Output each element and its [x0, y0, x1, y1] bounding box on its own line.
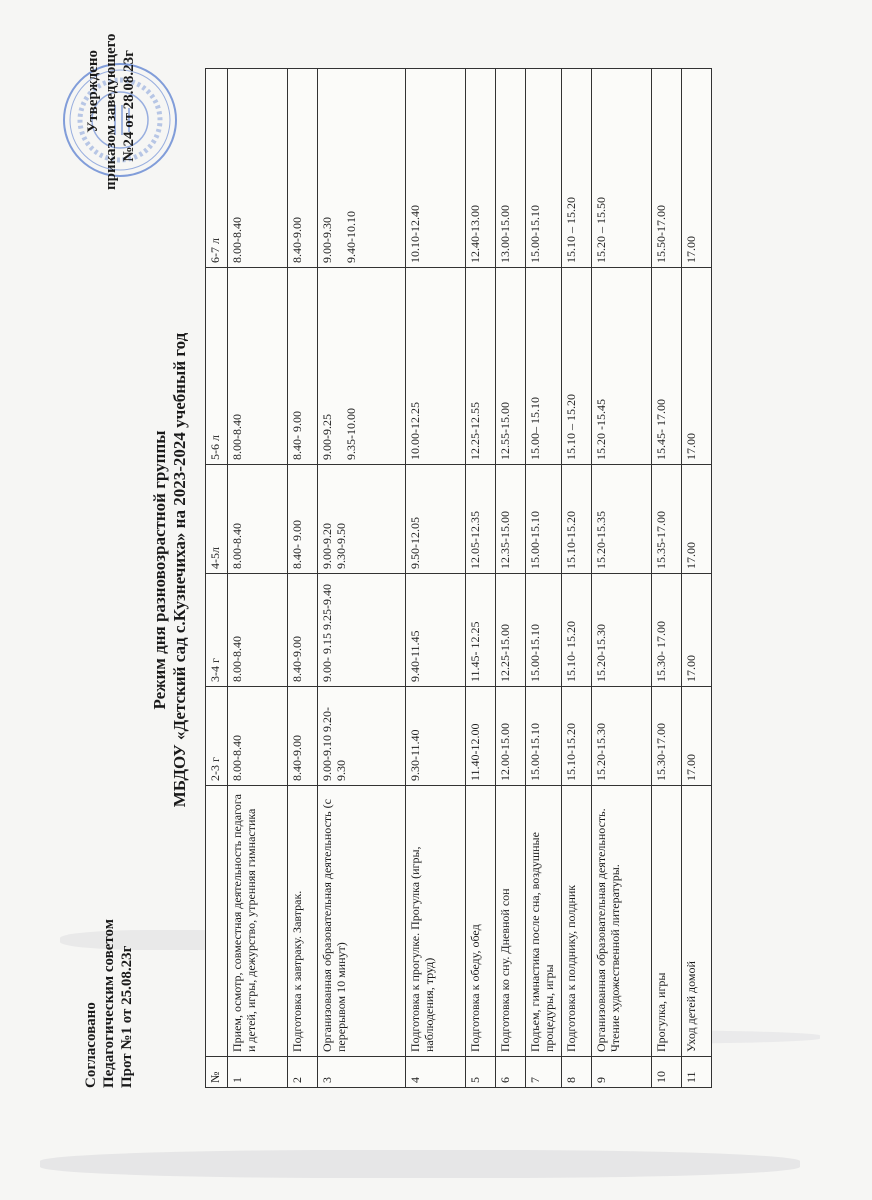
approval-right-line1: Утверждено	[85, 50, 101, 133]
time-value: 12.35-15.00	[498, 511, 512, 569]
time-value: 17.00	[684, 542, 698, 569]
time-value: 8.40-9.00	[290, 636, 304, 682]
row-activity: Подготовка к полднику, полдник	[562, 786, 592, 1057]
time-cell	[592, 69, 652, 268]
time-value: 15.30-17.00	[654, 723, 668, 781]
row-number: 11	[682, 1057, 712, 1088]
time-value: 12.25-15.00	[498, 624, 512, 682]
time-cell	[526, 574, 562, 687]
time-cell	[318, 687, 406, 786]
time-cell	[562, 69, 592, 268]
time-cell	[466, 268, 496, 465]
time-cell	[228, 69, 288, 268]
time-value: 13.00-15.00	[498, 205, 512, 263]
time-value: 9.00- 9.15 9.25-9.40	[320, 584, 334, 682]
row-activity: Прием, осмотр, совместная деятельность педагога и детей, игры, дежурство, утренняя гимнастика	[228, 786, 288, 1057]
time-cell	[228, 687, 288, 786]
time-cell	[496, 465, 526, 574]
time-cell	[592, 465, 652, 574]
approval-right	[84, 33, 138, 190]
time-cell	[228, 574, 288, 687]
time-cell	[406, 574, 466, 687]
time-cell	[288, 574, 318, 687]
time-value: 9.00-9.25	[320, 414, 334, 460]
table-header-cell	[206, 786, 228, 1057]
approval-left-line3: Прот №1 от 25.08.23г	[119, 945, 135, 1088]
approval-left-line1: Согласовано	[83, 1002, 99, 1088]
time-cell	[682, 687, 712, 786]
row-activity: Подготовка к завтраку. Завтрак.	[288, 786, 318, 1057]
title-line2: МБДОУ «Детский сад с.Кузнечиха» на 2023-2024 учебный год	[170, 332, 189, 808]
row-activity: Подготовка к прогулке. Прогулка (игры, наблюдения, труд)	[406, 786, 466, 1057]
time-cell	[562, 268, 592, 465]
row-number: 8	[562, 1057, 592, 1088]
time-value: 8.40-9.00	[290, 735, 304, 781]
title-line1: Режим дня разновозрастной группы	[150, 430, 169, 710]
time-value: 8.00-8.40	[230, 217, 244, 263]
table-row	[228, 69, 288, 1088]
table-header-cell: №	[206, 1057, 228, 1088]
time-cell	[496, 69, 526, 268]
time-value: 15.00– 15.10	[528, 397, 542, 460]
time-cell	[652, 69, 682, 268]
time-value: 8.00-8.40	[230, 414, 244, 460]
time-cell	[682, 574, 712, 687]
time-cell	[562, 465, 592, 574]
time-cell	[466, 465, 496, 574]
time-value: 15.10 – 15.20	[564, 197, 578, 263]
time-value: 17.00	[684, 655, 698, 682]
approval-right-line2: приказом заведующего	[103, 33, 119, 190]
table-row	[496, 69, 526, 1088]
time-cell	[228, 465, 288, 574]
time-value: 9.00-9.20	[320, 523, 334, 569]
time-cell	[526, 465, 562, 574]
time-cell	[682, 69, 712, 268]
table-header-cell: 4-5л	[206, 465, 228, 574]
time-cell	[652, 268, 682, 465]
table-row	[288, 69, 318, 1088]
time-cell	[652, 465, 682, 574]
time-value: 15.10-15.20	[564, 723, 578, 781]
row-number: 1	[228, 1057, 288, 1088]
time-value: 15.20-15.30	[594, 624, 608, 682]
table-header-row	[206, 69, 228, 1088]
time-value: 11.45- 12.25	[468, 621, 482, 682]
time-value: 15.30- 17.00	[654, 621, 668, 682]
time-value: 9.00-9.10 9.20-9.30	[320, 707, 348, 781]
table-row	[562, 69, 592, 1088]
time-cell	[496, 268, 526, 465]
time-cell	[288, 69, 318, 268]
approval-right-line3: №24 от 28.08.23г	[121, 50, 137, 162]
time-value: 12.05-12.35	[468, 511, 482, 569]
row-number: 5	[466, 1057, 496, 1088]
time-cell	[652, 687, 682, 786]
row-activity: Подготовка к обеду, обед	[466, 786, 496, 1057]
time-value: 17.00	[684, 433, 698, 460]
table-row	[682, 69, 712, 1088]
time-value: 15.00-15.10	[528, 205, 542, 263]
time-value: 17.00	[684, 754, 698, 781]
time-value: 15.00-15.10	[528, 624, 542, 682]
table-header-cell: 2-3 г	[206, 687, 228, 786]
time-cell	[592, 687, 652, 786]
time-cell	[592, 268, 652, 465]
table-row	[526, 69, 562, 1088]
table-row	[466, 69, 496, 1088]
table-row	[652, 69, 682, 1088]
approval-left-line2: Педагогическим советом	[101, 919, 117, 1088]
row-activity: Уход детей домой	[682, 786, 712, 1057]
table-header-cell: 6-7 л	[206, 69, 228, 268]
time-cell	[562, 687, 592, 786]
time-cell	[466, 687, 496, 786]
row-activity: Организованная образовательная деятельность. Чтение художественной литературы.	[592, 786, 652, 1057]
row-activity: Организованная образовательная деятельность (с перерывом 10 минут)	[318, 786, 406, 1057]
time-value: 12.25-12.55	[468, 402, 482, 460]
table-header-cell: 3-4 г	[206, 574, 228, 687]
schedule-table	[205, 68, 712, 1088]
table-row	[592, 69, 652, 1088]
approval-left	[82, 919, 136, 1088]
time-cell	[288, 465, 318, 574]
row-number: 9	[592, 1057, 652, 1088]
time-value: 15.50-17.00	[654, 205, 668, 263]
time-value: 15.20-15.35	[594, 511, 608, 569]
page-title	[150, 270, 190, 870]
time-value: 8.00-8.40	[230, 523, 244, 569]
time-value: 9.30-9.50	[334, 523, 348, 569]
row-number: 2	[288, 1057, 318, 1088]
table-row	[318, 69, 406, 1088]
time-value: 9.00-9.30	[320, 217, 334, 263]
time-value: 15.20 -15.45	[594, 399, 608, 460]
time-value: 15.00-15.10	[528, 723, 542, 781]
time-cell	[288, 687, 318, 786]
row-activity: Подъем, гимнастика после сна, воздушные процедуры, игры	[526, 786, 562, 1057]
time-value: 15.20 – 15.50	[594, 197, 608, 263]
time-value: 15.10-15.20	[564, 511, 578, 569]
time-value: 15.35-17.00	[654, 511, 668, 569]
time-value: 8.00-8.40	[230, 735, 244, 781]
time-value: 15.45- 17.00	[654, 399, 668, 460]
time-cell	[496, 687, 526, 786]
time-value: 15.20-15.30	[594, 723, 608, 781]
time-value: 17.00	[684, 236, 698, 263]
time-cell	[526, 268, 562, 465]
time-cell	[562, 574, 592, 687]
time-cell	[466, 574, 496, 687]
time-cell	[466, 69, 496, 268]
time-cell	[406, 465, 466, 574]
time-value: 11.40-12.00	[468, 723, 482, 781]
time-value: 15.10- 15.20	[564, 621, 578, 682]
time-value: 9.35-10.00	[344, 408, 358, 460]
time-value: 15.00-15.10	[528, 511, 542, 569]
table-header-cell: 5-6 л	[206, 268, 228, 465]
row-number: 4	[406, 1057, 466, 1088]
table-row	[406, 69, 466, 1088]
time-cell	[318, 465, 406, 574]
time-value	[334, 272, 344, 460]
time-cell	[652, 574, 682, 687]
time-value: 12.40-13.00	[468, 205, 482, 263]
time-cell	[592, 574, 652, 687]
row-number: 3	[318, 1057, 406, 1088]
time-cell	[682, 268, 712, 465]
time-cell	[318, 574, 406, 687]
row-number: 10	[652, 1057, 682, 1088]
row-number: 7	[526, 1057, 562, 1088]
time-cell	[682, 465, 712, 574]
time-value: 9.40-11.45	[408, 630, 422, 682]
time-cell	[526, 69, 562, 268]
time-value	[334, 73, 344, 263]
time-cell	[496, 574, 526, 687]
time-value: 15.10 – 15.20	[564, 394, 578, 460]
time-value: 9.30-11.40	[408, 729, 422, 781]
time-value: 8.00-8.40	[230, 636, 244, 682]
time-cell	[318, 268, 406, 465]
row-number: 6	[496, 1057, 526, 1088]
time-cell	[406, 268, 466, 465]
time-value: 12.00-15.00	[498, 723, 512, 781]
time-value: 12.55-15.00	[498, 402, 512, 460]
time-value: 8.40- 9.00	[290, 520, 304, 569]
time-cell	[406, 687, 466, 786]
row-activity: Прогулка, игры	[652, 786, 682, 1057]
row-activity: Подготовка ко сну. Дневной сон	[496, 786, 526, 1057]
time-value: 9.50-12.05	[408, 517, 422, 569]
time-value: 10.10-12.40	[408, 205, 422, 263]
time-value: 8.40-9.00	[290, 217, 304, 263]
time-value: 9.40-10.10	[344, 211, 358, 263]
time-value: 10.00-12.25	[408, 402, 422, 460]
time-cell	[318, 69, 406, 268]
time-cell	[526, 687, 562, 786]
time-cell	[288, 268, 318, 465]
time-value: 8.40- 9.00	[290, 411, 304, 460]
time-cell	[406, 69, 466, 268]
time-cell	[228, 268, 288, 465]
